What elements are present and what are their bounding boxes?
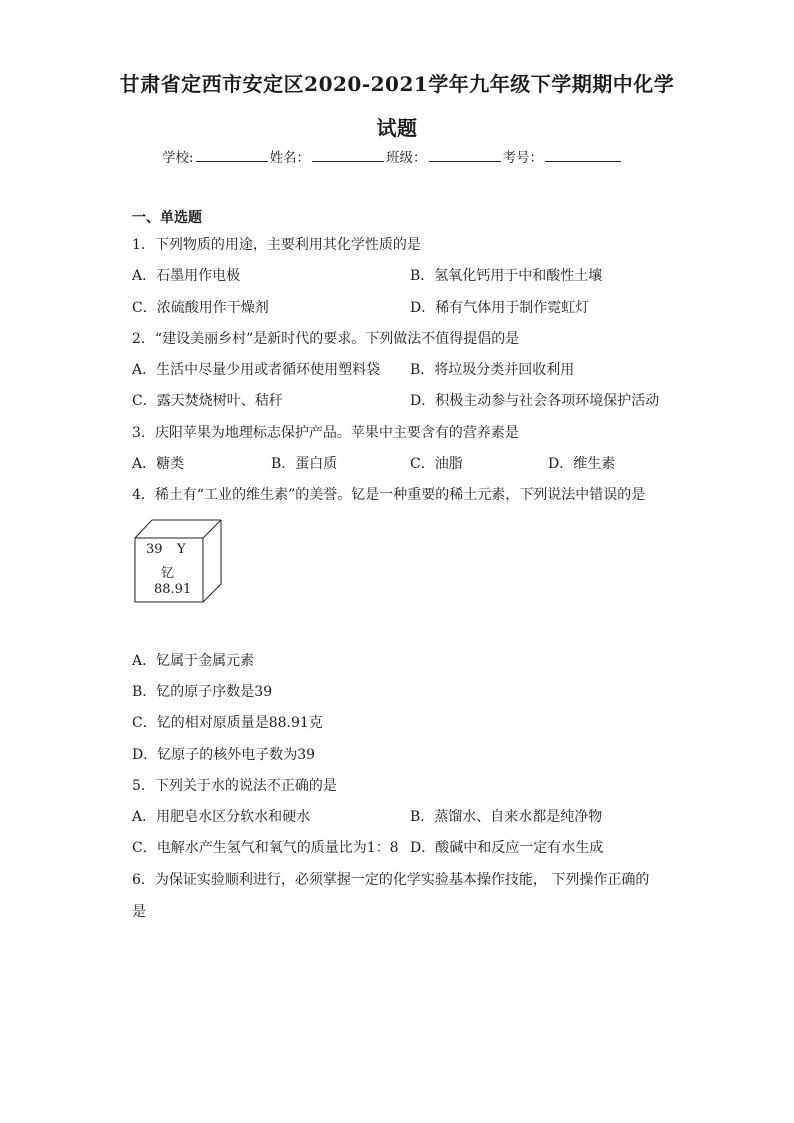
page-title-continued: 试题 — [376, 116, 418, 140]
question-4-stem: 4．稀土有“工业的维生素”的美誉。钇是一种重要的稀土元素，下列说法中错误的是 — [132, 487, 646, 503]
question-3-stem: 3．庆阳苹果为地理标志保护产品。苹果中主要含有的营养素是 — [132, 425, 519, 441]
name-blank[interactable] — [312, 149, 384, 162]
question-1-stem: 1．下列物质的用途，主要利用其化学性质的是 — [132, 237, 421, 253]
question-1-option-a: A．石墨用作电极 — [132, 268, 241, 284]
exam-number-blank[interactable] — [545, 149, 621, 162]
student-info-row — [162, 146, 623, 166]
question-2-stem: 2．“建设美丽乡村”是新时代的要求。下列做法不值得提倡的是 — [132, 331, 520, 347]
element-name: 钇 — [161, 566, 175, 581]
question-5-stem: 5．下列关于水的说法不正确的是 — [132, 778, 337, 794]
school-blank[interactable] — [196, 149, 268, 162]
question-4-option-c: C．钇的相对原质量是88.91克 — [132, 715, 323, 731]
atomic-mass: 88.91 — [154, 582, 192, 597]
question-5-option-a: A．用肥皂水区分软水和硬水 — [132, 809, 311, 825]
page-title: 甘肃省定西市安定区2020-2021学年九年级下学期期中化学 — [119, 72, 675, 96]
question-1-option-c: C．浓硫酸用作干燥剂 — [132, 300, 269, 316]
school-label: 学校: — [162, 150, 194, 166]
question-3-option-c: C．油脂 — [410, 456, 463, 472]
question-4-option-a: A．钇属于金属元素 — [132, 653, 255, 669]
question-1-option-b: B．氢氧化钙用于中和酸性土壤 — [410, 268, 603, 284]
question-2-option-b: B．将垃圾分类并回收利用 — [410, 362, 575, 378]
atomic-number: 39 — [146, 542, 163, 557]
question-3-option-b: B．蛋白质 — [271, 456, 338, 472]
question-3-option-d: D．维生素 — [548, 456, 616, 472]
element-symbol: Y — [177, 542, 186, 557]
question-5-option-b: B．蒸馏水、自来水都是纯净物 — [410, 809, 603, 825]
section-heading: 一、单选题 — [132, 210, 202, 226]
question-3-option-a: A．糖类 — [132, 456, 185, 472]
class-blank[interactable] — [429, 149, 501, 162]
name-label: 姓名： — [269, 150, 311, 166]
question-5-option-c: C．电解水产生氢气和氧气的质量比为1：8 — [132, 840, 399, 856]
question-4-option-b: B．钇的原子序数是39 — [132, 684, 273, 700]
question-6-stem: 6．为保证实验顺利进行，必须掌握一定的化学实验基本操作技能， 下列操作正确的 — [132, 872, 650, 888]
exam-number-label: 考号： — [502, 150, 544, 166]
question-6-stem-continued: 是 — [132, 904, 146, 920]
question-2-option-a: A．生活中尽量少用或者循环使用塑料袋 — [132, 362, 381, 378]
question-2-option-d: D．积极主动参与社会各项环境保护活动 — [410, 393, 660, 409]
element-cell-yttrium — [132, 518, 224, 604]
question-4-option-d: D．钇原子的核外电子数为39 — [132, 747, 316, 763]
question-1-option-d: D．稀有气体用于制作霓虹灯 — [410, 300, 590, 316]
question-2-option-c: C．露天焚烧树叶、秸秆 — [132, 393, 283, 409]
question-5-option-d: D．酸碱中和反应一定有水生成 — [410, 840, 604, 856]
class-label: 班级： — [386, 150, 427, 166]
